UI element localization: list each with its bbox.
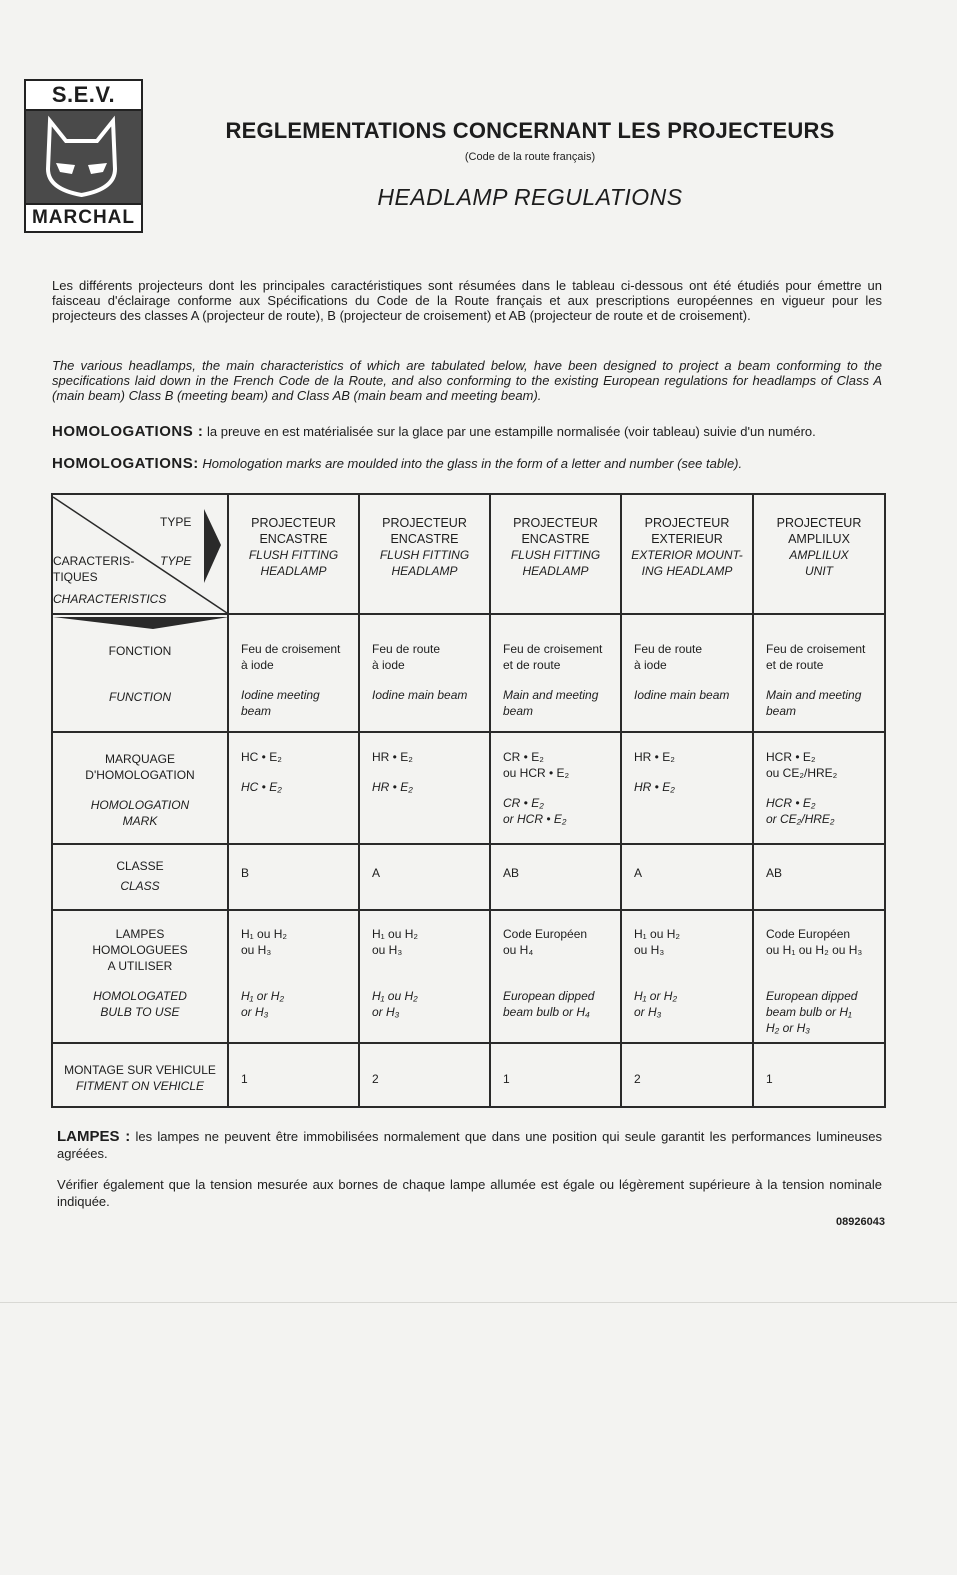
- row-label-en: BULB TO USE: [100, 1005, 180, 1019]
- cell-fr: H₁ ou H₂: [241, 927, 288, 941]
- voltage-note: Vérifier également que la tension mesurée aux bornes de chaque lampe allumée est égale ou légèrement supérieure à la tension nominale indiquée.: [57, 1177, 882, 1209]
- row-label-en: FUNCTION: [109, 690, 171, 704]
- cell-fr: Feu de route: [634, 642, 703, 656]
- column-header: [359, 494, 490, 614]
- marking-cell: [228, 732, 359, 844]
- homologations-label: HOMOLOGATIONS :: [52, 423, 204, 440]
- cell-en: CR • E₂: [503, 796, 544, 810]
- column-header-fr: PROJECTEUR: [776, 516, 862, 530]
- cat-mask-emblem: [26, 111, 141, 203]
- class-cell: B: [228, 844, 359, 910]
- fitment-cell: 2: [359, 1043, 490, 1107]
- column-header-en: UNIT: [805, 564, 833, 578]
- cell-fr: à iode: [634, 658, 667, 672]
- row-header-class: [52, 844, 228, 910]
- cell-en: or H₃: [634, 1005, 662, 1019]
- page-title: REGLEMENTATIONS CONCERNANT LES PROJECTEURS: [225, 118, 835, 143]
- cell-fr: ou H₁ ou H₂ ou H₃: [766, 943, 863, 957]
- cell-en: H₁ or H₂: [241, 989, 285, 1003]
- page-fold-line: [0, 1302, 957, 1303]
- row-label-en: FITMENT ON VEHICLE: [75, 1079, 204, 1093]
- cell-fr: ou H₃: [241, 943, 272, 957]
- cell-fr: ou H₃: [372, 943, 403, 957]
- cell-fr: HR • E₂: [372, 750, 413, 764]
- row-label-fr: MARQUAGE: [104, 752, 175, 766]
- homologations-english: [52, 456, 892, 472]
- cell-fr: Feu de route: [372, 642, 441, 656]
- cell-fr: Code Européen: [766, 927, 851, 941]
- function-cell: [753, 614, 885, 732]
- column-header-fr: PROJECTEUR: [644, 516, 730, 530]
- row-label-fr: HOMOLOGUEES: [92, 943, 188, 957]
- function-cell: [228, 614, 359, 732]
- row-label-fr: CLASSE: [116, 859, 164, 873]
- intro-english: The various headlamps, the main characteristics of which are tabulated below, have been designed to project a beam conforming to the specifications laid down in the French Code de la Route, and also conforming to the existing European regulations for headlamps of Class A (main beam) Class B (meeting beam) and Class AB (main beam and meeting beam).: [52, 358, 882, 403]
- arrow-divider: [53, 615, 229, 631]
- column-header-fr: ENCASTRE: [259, 532, 328, 546]
- cell-en: Iodine main beam: [372, 688, 468, 702]
- column-header-en: HEADLAMP: [260, 564, 327, 578]
- homologations-text-en: Homologation marks are moulded into the glass in the form of a letter and number (see table).: [198, 456, 743, 471]
- marking-cell: [359, 732, 490, 844]
- cell-en: European dipped: [503, 989, 595, 1003]
- marking-cell: [753, 732, 885, 844]
- lamps-cell: [621, 910, 753, 1043]
- class-cell: A: [621, 844, 753, 910]
- row-label-fr: FONCTION: [108, 644, 172, 658]
- cell-en: H₁ ou H₂: [372, 989, 418, 1003]
- row-header-fitment: [52, 1043, 228, 1107]
- cell-en: or HCR • E₂: [503, 812, 567, 826]
- column-header-fr: ENCASTRE: [521, 532, 590, 546]
- lamps-cell: [490, 910, 621, 1043]
- column-header-en: ING HEADLAMP: [641, 564, 733, 578]
- cell-en: HR • E₂: [372, 780, 413, 794]
- cell-en: beam: [503, 704, 534, 718]
- column-header-fr: PROJECTEUR: [251, 516, 336, 530]
- column-header-fr: AMPLILUX: [788, 532, 850, 546]
- class-cell: AB: [490, 844, 621, 910]
- row-label-en: HOMOLOGATED: [93, 989, 187, 1003]
- cell-en: or H₃: [372, 1005, 400, 1019]
- headlamp-table: [51, 493, 886, 1108]
- column-header-en: AMPLILUX: [789, 548, 849, 562]
- column-header-fr: ENCASTRE: [390, 532, 459, 546]
- row-label-fr: MONTAGE SUR VEHICULE: [64, 1063, 216, 1077]
- cell-fr: ou CE₂/HRE₂: [766, 766, 838, 780]
- cell-fr: Code Européen: [503, 927, 588, 941]
- corner-type-en: TYPE: [160, 554, 192, 568]
- cell-en: Main and meeting: [766, 688, 862, 702]
- page-subtitle: (Code de la route français): [464, 151, 596, 163]
- row-label-en: MARK: [122, 814, 158, 828]
- marking-cell: [621, 732, 753, 844]
- lamps-cell: [228, 910, 359, 1043]
- function-cell: [359, 614, 490, 732]
- logo-bottom-text: MARCHAL: [26, 203, 141, 231]
- cell-fr: ou HCR • E₂: [503, 766, 570, 780]
- fitment-cell: 1: [228, 1043, 359, 1107]
- cell-fr: HR • E₂: [634, 750, 675, 764]
- class-cell: AB: [753, 844, 885, 910]
- logo-top-text: S.E.V.: [26, 81, 141, 111]
- row-label-fr: LAMPES: [115, 927, 165, 941]
- column-header-en: HEADLAMP: [522, 564, 589, 578]
- cell-en: European dipped: [766, 989, 858, 1003]
- cell-fr: H₁ ou H₂: [372, 927, 419, 941]
- corner-char-en: CHARACTERISTICS: [53, 592, 167, 606]
- row-label-fr: A UTILISER: [107, 959, 173, 973]
- cell-en: HC • E₂: [241, 780, 282, 794]
- cell-en: beam bulb or H₄: [503, 1005, 590, 1019]
- fitment-cell: 1: [753, 1043, 885, 1107]
- lamps-note-label: LAMPES :: [57, 1128, 131, 1145]
- class-cell: A: [359, 844, 490, 910]
- column-header: [753, 494, 885, 614]
- column-header-fr: EXTERIEUR: [651, 532, 723, 546]
- fitment-cell: 2: [621, 1043, 753, 1107]
- cell-en: H₁ or H₂: [634, 989, 678, 1003]
- sev-marchal-logo: [24, 79, 143, 233]
- cell-en: HR • E₂: [634, 780, 675, 794]
- fitment-cell: 1: [490, 1043, 621, 1107]
- cell-en: beam: [766, 704, 797, 718]
- cell-fr: à iode: [372, 658, 405, 672]
- cell-en: Main and meeting: [503, 688, 599, 702]
- row-header-lamps: [52, 910, 228, 1043]
- corner-char-fr-1: CARACTERIS-: [53, 554, 135, 568]
- homologations-french: [52, 424, 892, 440]
- row-label-en: HOMOLOGATION: [90, 798, 190, 812]
- corner-type-fr: TYPE: [160, 515, 192, 529]
- cell-fr: Feu de croisement: [766, 642, 866, 656]
- document-number: 08926043: [836, 1216, 885, 1228]
- column-header-en: HEADLAMP: [391, 564, 458, 578]
- cell-fr: H₁ ou H₂: [634, 927, 681, 941]
- cell-fr: HC • E₂: [241, 750, 282, 764]
- homologations-label-en: HOMOLOGATIONS:: [52, 455, 199, 472]
- corner-header-cell: [52, 494, 228, 614]
- function-cell: [490, 614, 621, 732]
- lamps-cell: [753, 910, 885, 1043]
- row-header-function: [52, 614, 228, 732]
- row-label-fr: D'HOMOLOGATION: [85, 768, 195, 782]
- cell-fr: Feu de croisement: [503, 642, 603, 656]
- intro-french: Les différents projecteurs dont les principales caractéristiques sont résumées dans le tableau ci-dessous ont été étudiés pour émettre un faisceau d'éclairage conforme aux Spécifications du Code de la Route français et aux prescriptions européennes en vigueur pour les projecteurs des classes A (projecteur de route), B (projecteur de croisement) et AB (projecteur de route et de croisement).: [52, 278, 882, 323]
- lamps-note: [57, 1128, 882, 1162]
- marking-cell: [490, 732, 621, 844]
- column-header-en: FLUSH FITTING: [248, 548, 339, 562]
- cell-fr: HCR • E₂: [766, 750, 816, 764]
- row-label-en: CLASS: [120, 879, 160, 893]
- cell-en: Iodine meeting beam: [241, 688, 320, 718]
- cell-fr: ou H₃: [634, 943, 665, 957]
- column-header-fr: PROJECTEUR: [513, 516, 598, 530]
- cell-en: Iodine main beam: [634, 688, 730, 702]
- cell-fr: CR • E₂: [503, 750, 544, 764]
- column-header-en: FLUSH FITTING: [510, 548, 601, 562]
- column-header-fr: PROJECTEUR: [382, 516, 467, 530]
- lamps-note-text: les lampes ne peuvent être immobilisées normalement que dans une position qui seule garantit les performances lumineuses agréées.: [57, 1129, 882, 1161]
- cell-fr: et de route: [766, 658, 824, 672]
- cell-en: or CE₂/HRE₂: [766, 812, 835, 826]
- corner-char-fr-2: TIQUES: [53, 570, 98, 584]
- cell-fr: et de route: [503, 658, 561, 672]
- function-cell: [621, 614, 753, 732]
- cell-en: or H₃: [241, 1005, 269, 1019]
- column-header-en: FLUSH FITTING: [379, 548, 470, 562]
- lamps-cell: [359, 910, 490, 1043]
- row-header-marking: [52, 732, 228, 844]
- cell-en: beam bulb or H₁: [766, 1005, 852, 1019]
- column-header: [490, 494, 621, 614]
- homologations-text: la preuve en est matérialisée sur la glace par une estampille normalisée (voir tableau) suivie d'un numéro.: [203, 424, 816, 439]
- cell-en: H₂ or H₃: [766, 1021, 811, 1035]
- column-header: [621, 494, 753, 614]
- cell-fr: ou H₄: [503, 943, 534, 957]
- column-header: [228, 494, 359, 614]
- cell-fr: à iode: [241, 658, 274, 672]
- page-title-english: HEADLAMP REGULATIONS: [377, 184, 683, 210]
- cell-fr: Feu de croisement: [241, 642, 341, 656]
- cell-en: HCR • E₂: [766, 796, 816, 810]
- column-header-en: EXTERIOR MOUNT-: [631, 548, 743, 562]
